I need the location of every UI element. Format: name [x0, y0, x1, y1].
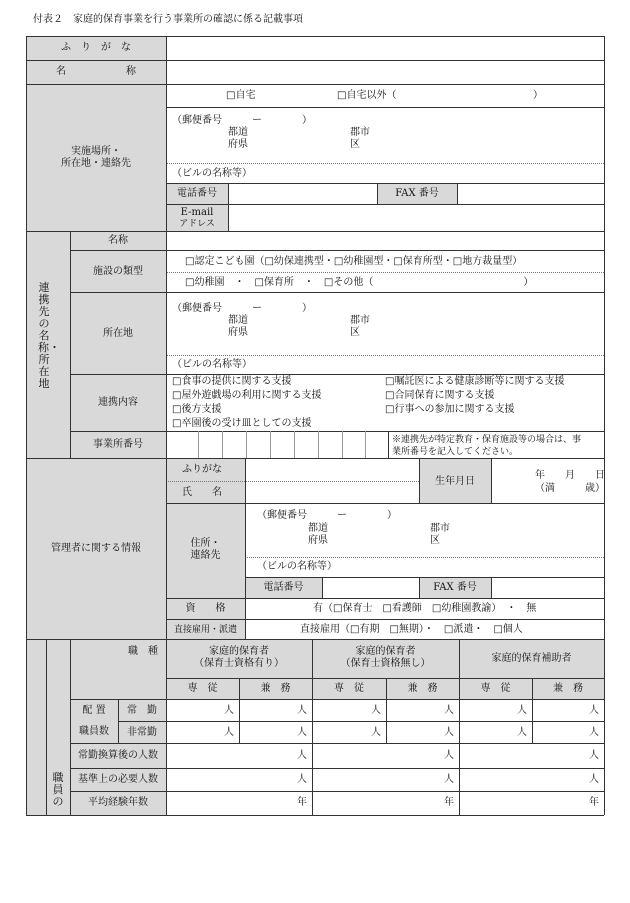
coop-3[interactable]: □屋外遊戯場の利用に関する支援 [172, 390, 322, 401]
col-2-fulltime: 専 従 [334, 683, 364, 694]
col-1-title: 家庭的保育者 [209, 646, 269, 657]
todo-label: 都道 [228, 127, 248, 138]
col-2-title: 家庭的保育者 [355, 646, 416, 657]
label-name: 名 称 [56, 66, 136, 77]
office-note-1: ※連携先が特定教育・保育施設等の場合は、事 [392, 435, 582, 445]
manager-building: （ビルの名称等） [257, 561, 337, 572]
tel-label: 電話番号 [177, 188, 217, 199]
unit-person: 人 [589, 727, 599, 738]
partner-fuken: 府県 [228, 327, 248, 338]
manager-gunshi: 郡市 [430, 523, 450, 534]
partner-postal: （郵便番号 ー ） [172, 303, 312, 314]
partner-name-label: 名称 [108, 235, 128, 246]
manager-furigana-label: ふりがな [182, 464, 222, 475]
paren-close: ） [533, 90, 543, 101]
haichi-label: 配 置 [82, 705, 106, 716]
job-label: 職 種 [128, 646, 158, 657]
label-venue-2: 所在地・連絡先 [61, 158, 131, 169]
label-staff-vertical: 職員の [52, 771, 64, 808]
coop-6[interactable]: □行事への参加に関する支援 [385, 404, 515, 415]
birth-age: （満 歳） [535, 483, 605, 494]
office-no-label: 事業所番号 [93, 439, 143, 450]
coop-7[interactable]: □卒園後の受け皿としての支援 [172, 418, 312, 429]
ku-label: 区 [350, 139, 360, 150]
unit-person: 人 [297, 727, 307, 738]
unit-person: 人 [517, 705, 527, 716]
manager-addr-label-1: 住所・ [190, 538, 221, 549]
unit-person: 人 [444, 705, 454, 716]
manager-name-label: 氏 名 [182, 487, 222, 498]
address-label: アドレス [179, 219, 215, 229]
unit-person: 人 [517, 727, 527, 738]
col-3-dual: 兼 務 [553, 683, 583, 694]
unit-person: 人 [589, 774, 599, 785]
manager-fuken: 府県 [308, 535, 328, 546]
unit-person: 人 [297, 705, 307, 716]
fax-label: FAX 番号 [395, 188, 439, 199]
partner-location-label: 所在地 [103, 328, 133, 339]
checkbox-not-home[interactable]: □自宅以外（ [337, 90, 397, 101]
manager-todo: 都道 [308, 523, 328, 534]
coop-label: 連携内容 [98, 397, 138, 408]
unit-person: 人 [297, 774, 307, 785]
coop-2[interactable]: □嘱託医による健康診断等に関する支援 [385, 376, 565, 387]
manager-fax-label: FAX 番号 [433, 582, 477, 593]
unit-person: 人 [224, 705, 234, 716]
unit-person: 人 [371, 705, 381, 716]
partner-building: （ビルの名称等） [172, 359, 252, 370]
postal-label: （郵便番号 ー ） [172, 115, 312, 126]
unit-person: 人 [371, 727, 381, 738]
gunshi-label: 郡市 [350, 127, 370, 138]
email-label: E-mail [180, 207, 214, 218]
shokuin-label: 職員数 [79, 726, 109, 737]
unit-person: 人 [589, 705, 599, 716]
facility-type-2[interactable]: □幼稚園 ・ □保育所 ・ □その他（ ） [185, 277, 534, 288]
col-1-dual: 兼 務 [260, 683, 291, 694]
col-3-fulltime: 専 従 [480, 683, 511, 694]
col-1-fulltime: 専 従 [187, 683, 218, 694]
manager-tel-label: 電話番号 [263, 582, 304, 593]
converted-label: 常勤換算後の人数 [78, 750, 158, 761]
building-label: （ビルの名称等） [172, 168, 252, 179]
label-partner-vertical: 連携先の名称・所在地 [38, 281, 60, 390]
partner-ku: 区 [350, 327, 360, 338]
avg-exp-label: 平均経験年数 [88, 797, 148, 808]
unit-person: 人 [444, 774, 454, 785]
label-bg-office-no [166, 432, 388, 458]
manager-addr-label-2: 連絡先 [190, 550, 221, 561]
fuken-label: 府県 [228, 139, 248, 150]
qual-options[interactable]: 有（□保育士 □看護師 □幼稚園教諭） ・ 無 [313, 603, 537, 614]
col-1-sub: （保育士資格有り） [194, 658, 284, 669]
manager-postal: （郵便番号 ー ） [257, 510, 397, 521]
unit-person: 人 [444, 727, 454, 738]
unit-person: 人 [297, 750, 307, 761]
birth-ymd: 年 月 日 [535, 470, 605, 481]
label-furigana: ふ り が な [61, 42, 131, 53]
coop-1[interactable]: □食事の提供に関する支援 [172, 376, 292, 387]
partner-gunshi: 郡市 [350, 315, 370, 326]
facility-type-1[interactable]: □認定こども園（□幼保連携型・□幼稚園型・□保育所型・□地方裁量型） [185, 256, 523, 267]
unit-year: 年 [589, 797, 599, 808]
coop-4[interactable]: □合同保育に関する支援 [385, 390, 495, 401]
unit-person: 人 [224, 727, 234, 738]
employ-options[interactable]: 直接雇用（□有期 □無期）・ □派遣・ □個人 [300, 624, 523, 635]
unit-person: 人 [444, 750, 454, 761]
unit-person: 人 [589, 750, 599, 761]
label-venue: 実施場所・ [71, 146, 121, 157]
partner-todo: 都道 [228, 315, 248, 326]
checkbox-home[interactable]: □自宅 [226, 90, 256, 101]
form-title: 付表２ 家庭的保育事業を行う事業所の確認に係る記載事項 [33, 14, 303, 25]
hijokin-label: 非常勤 [127, 727, 157, 738]
unit-year: 年 [444, 797, 454, 808]
jokin-label: 常 勤 [127, 705, 157, 716]
required-label: 基準上の必要人数 [78, 774, 158, 785]
facility-type-label: 施設の類型 [93, 266, 143, 277]
col-3-title: 家庭的保育補助者 [491, 653, 572, 664]
qual-label: 資 格 [185, 603, 226, 614]
col-2-dual: 兼 務 [407, 683, 438, 694]
unit-year: 年 [297, 797, 307, 808]
col-2-sub: （保育士資格無し） [340, 658, 431, 669]
office-note-2: 業所番号を記入してください。 [392, 447, 519, 457]
manager-label: 管理者に関する情報 [51, 543, 141, 554]
manager-ku: 区 [430, 535, 440, 546]
coop-5[interactable]: □後方支援 [172, 404, 222, 415]
birth-label: 生年月日 [435, 476, 475, 487]
employ-label: 直接雇用・派遣 [173, 625, 237, 635]
